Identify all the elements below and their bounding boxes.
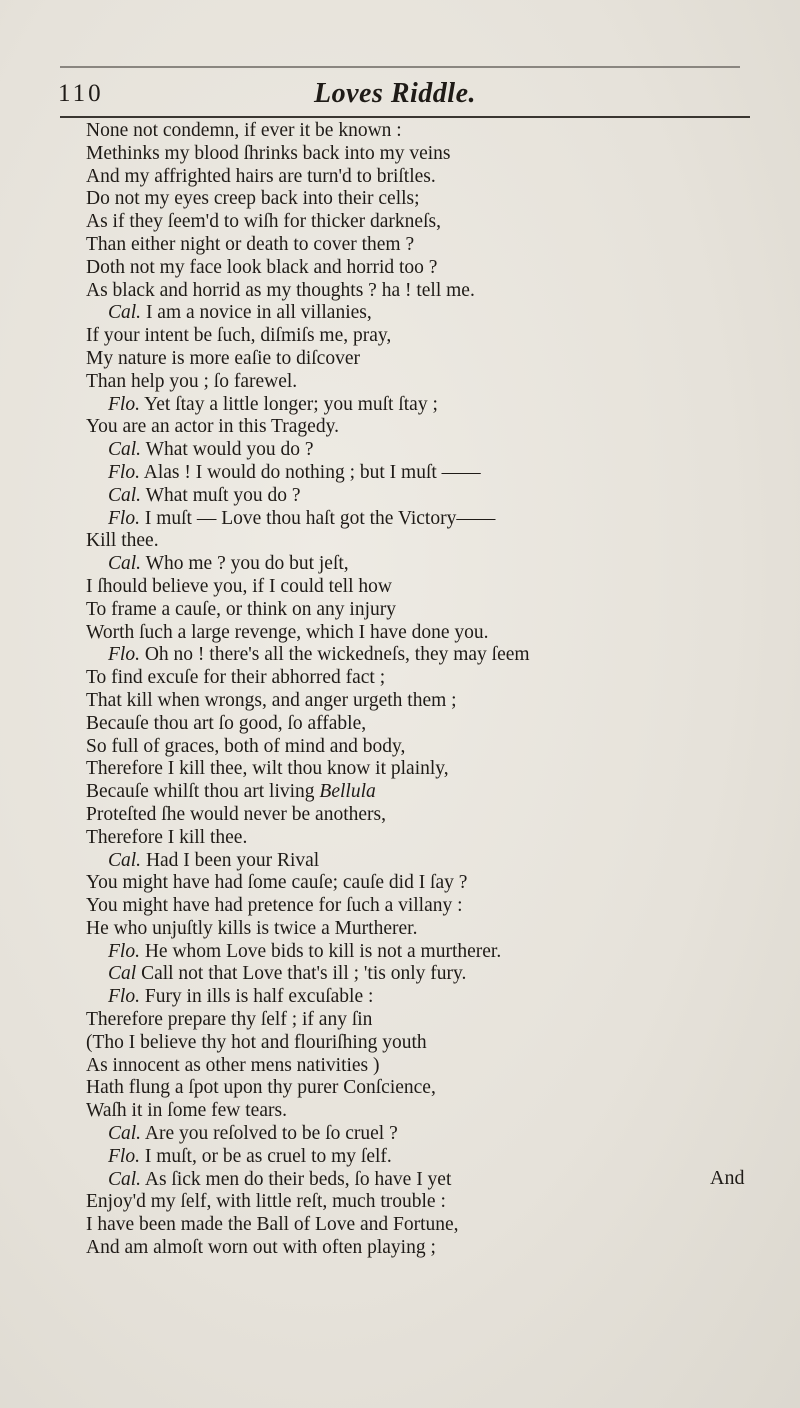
text-line (86, 713, 766, 736)
line-text: Kill thee. (86, 530, 159, 552)
text-line (86, 667, 766, 690)
text-line (86, 918, 766, 941)
line-text: Fury in ills is half excuſable : (144, 986, 374, 1008)
text-line (86, 143, 766, 166)
line-text: Had I been your Rival (145, 849, 320, 871)
line-text: As black and horrid as my thoughts ? ha ! tell me. (86, 279, 475, 301)
line-text: And my affrighted hairs are turn'd to briſtles. (86, 165, 436, 187)
line-text: I have been made the Ball of Love and Fortune, (86, 1214, 459, 1236)
line-text: Do not my eyes creep back into their cells; (86, 188, 420, 210)
text-line (86, 758, 766, 781)
text-line (86, 439, 766, 462)
line-text: Waſh it in ſome few tears. (86, 1100, 287, 1122)
text-line (86, 394, 766, 417)
line-text: I muſt — Love thou haſt got the Victory—— (144, 507, 496, 529)
speaker-label: Cal. (108, 849, 142, 871)
line-text: To frame a cauſe, or think on any injury (86, 598, 396, 620)
speaker-label: Cal. (108, 1123, 142, 1145)
speaker-label: Cal. (108, 484, 142, 506)
line-text: Call not that Love that's ill ; 'tis only fury. (141, 963, 467, 985)
text-line (86, 872, 766, 895)
line-text: Worth ſuch a large revenge, which I have done you. (86, 621, 489, 643)
line-text: Becauſe thou art ſo good, ſo affable, (86, 712, 367, 734)
text-line (86, 348, 766, 371)
text-line (86, 302, 766, 325)
line-text: What would you do ? (145, 439, 314, 461)
line-text: Oh no ! there's all the wickedneſs, they may ſeem (144, 644, 530, 666)
speaker-label: Flo. (108, 461, 140, 483)
text-line (86, 1077, 766, 1100)
speaker-label: Cal (108, 963, 137, 985)
header-rule-top (60, 66, 740, 68)
text-line (86, 1191, 766, 1214)
text-line (86, 1032, 766, 1055)
line-text: I ſhould believe you, if I could tell how (86, 575, 392, 597)
line-text: So full of graces, both of mind and body, (86, 735, 406, 757)
text-line (86, 1169, 766, 1192)
line-text: What muſt you do ? (145, 484, 301, 506)
text-line (86, 1214, 766, 1237)
line-text: He whom Love bids to kill is not a murtherer. (144, 940, 502, 962)
line-text: My nature is more eaſie to diſcover (86, 347, 360, 369)
text-line (86, 485, 766, 508)
line-text: Becauſe whilſt thou art living (86, 781, 315, 803)
text-line (86, 325, 766, 348)
text-line (86, 1055, 766, 1078)
page-number: 110 (58, 80, 104, 107)
text-line (86, 188, 766, 211)
text-line (86, 234, 766, 257)
line-text: Proteſted ſhe would never be anothers, (86, 803, 386, 825)
text-line (86, 1100, 766, 1123)
line-text: Therefore I kill thee. (86, 826, 248, 848)
line-text: I muſt, or be as cruel to my ſelf. (144, 1145, 392, 1167)
line-text: Doth not my face look black and horrid too ? (86, 256, 438, 278)
line-text: He who unjuſtly kills is twice a Murtherer. (86, 917, 418, 939)
line-text: Hath flung a ſpot upon thy purer Conſcience, (86, 1077, 436, 1099)
text-line (86, 1146, 766, 1169)
line-text: As if they ſeem'd to wiſh for thicker darkneſs, (86, 211, 441, 233)
speaker-label: Flo. (108, 644, 140, 666)
play-text (86, 120, 766, 1260)
speaker-label: Flo. (108, 1145, 140, 1167)
text-line (86, 986, 766, 1009)
speaker-label: Flo. (108, 507, 140, 529)
text-line (86, 963, 766, 986)
speaker-label: Flo. (108, 393, 140, 415)
line-text: To find excuſe for their abhorred fact ; (86, 667, 386, 689)
text-line (86, 166, 766, 189)
text-line (86, 1237, 766, 1260)
line-text: Alas ! I would do nothing ; but I muſt —— (143, 461, 481, 483)
italic-name: Bellula (319, 781, 376, 803)
text-line (86, 599, 766, 622)
text-line (86, 371, 766, 394)
line-text: That kill when wrongs, and anger urgeth them ; (86, 689, 457, 711)
text-line (86, 1009, 766, 1032)
text-line (86, 736, 766, 759)
text-line (86, 622, 766, 645)
text-line (86, 895, 766, 918)
line-text: Who me ? you do but jeſt, (145, 553, 349, 575)
line-text: None not condemn, if ever it be known : (86, 120, 402, 141)
text-line (86, 850, 766, 873)
text-line (86, 416, 766, 439)
speaker-label: Cal. (108, 439, 142, 461)
catchword: And (710, 1167, 745, 1189)
line-text: You might have had pretence for ſuch a villany : (86, 895, 463, 917)
line-text: Than help you ; ſo farewel. (86, 370, 298, 392)
line-text: Therefore I kill thee, wilt thou know it plainly, (86, 758, 449, 780)
line-text: As ſick men do their beds, ſo have I yet (144, 1168, 452, 1190)
running-title: Loves Riddle. (314, 78, 477, 109)
line-text: Than either night or death to cover them ? (86, 233, 415, 255)
line-text: Methinks my blood ſhrinks back into my veins (86, 142, 451, 164)
text-line (86, 941, 766, 964)
text-line (86, 530, 766, 553)
text-line (86, 211, 766, 234)
text-line (86, 644, 766, 667)
speaker-label: Cal. (108, 553, 142, 575)
text-line (86, 120, 766, 143)
line-text: You might have had ſome cauſe; cauſe did I ſay ? (86, 872, 468, 894)
line-text: As innocent as other mens nativities ) (86, 1054, 380, 1076)
line-text: Yet ſtay a little longer; you muſt ſtay ; (144, 393, 438, 415)
header-rule-bottom (60, 116, 750, 118)
line-text: (Tho I believe thy hot and flouriſhing youth (86, 1031, 427, 1053)
text-line (86, 1123, 766, 1146)
text-line (86, 280, 766, 303)
text-line (86, 508, 766, 531)
line-text: If your intent be ſuch, diſmiſs me, pray, (86, 325, 392, 347)
text-line (86, 804, 766, 827)
line-text: And am almoſt worn out with often playing ; (86, 1237, 436, 1259)
text-line (86, 827, 766, 850)
text-line (86, 690, 766, 713)
line-text: Enjoy'd my ſelf, with little reſt, much trouble : (86, 1191, 446, 1213)
text-line (86, 553, 766, 576)
page-header (58, 78, 738, 112)
speaker-label: Cal. (108, 302, 142, 324)
line-text: Are you reſolved to be ſo cruel ? (144, 1123, 398, 1145)
line-text: I am a novice in all villanies, (145, 302, 372, 324)
line-text: You are an actor in this Tragedy. (86, 416, 339, 438)
speaker-label: Flo. (108, 940, 140, 962)
text-line (86, 576, 766, 599)
speaker-label: Flo. (108, 986, 140, 1008)
text-line (86, 257, 766, 280)
text-line (86, 781, 766, 804)
line-text: Therefore prepare thy ſelf ; if any ſin (86, 1009, 373, 1031)
speaker-label: Cal. (108, 1168, 142, 1190)
text-line (86, 462, 766, 485)
